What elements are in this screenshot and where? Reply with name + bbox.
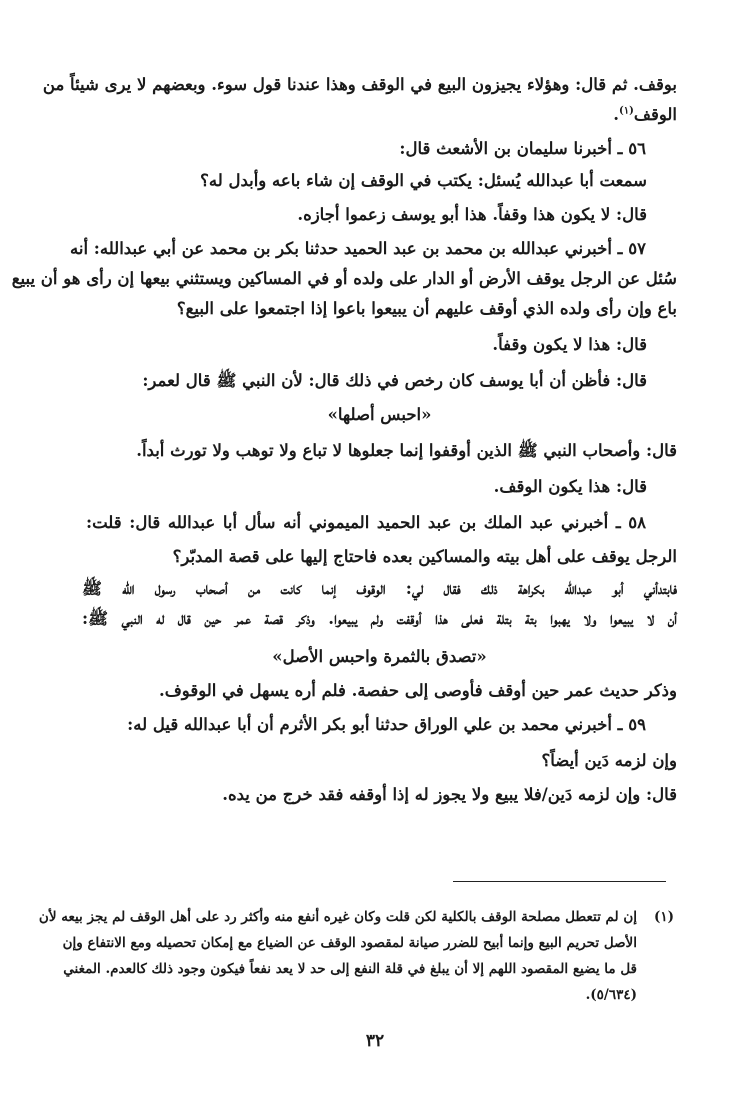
footnote-reference[interactable]: (١) [619,105,634,117]
text-line: سمعت أبا عبدالله يُسئل: يكتب في الوقف إن شاء باعه وأبدل له؟ [200,171,647,190]
footnote-line: (٥/٦٣٤). [585,987,637,1003]
hadith-heading-58: ٥٨ ـ أخبرني عبد الملك بن عبد الحميد الميموني أنه سأل أبا عبدالله قال: قلت: [86,513,646,532]
text-line: وإن لزمه دَين أيضاً؟ [541,751,677,770]
text-line: قال: هذا لا يكون وقفاً. [492,335,647,354]
hadith-heading-56: ٥٦ ـ أخبرنا سليمان بن الأشعث قال: [399,139,646,158]
footnote-line: الأصل تحريم البيع وإنما أبيح للضرر صيانة لمقصود الوقف عن الضياع مع إمكان تحصيله ومع الانتفاع وإن [62,935,637,951]
text-line: وذكر حديث عمر حين أوقف فأوصى إلى حفصة. فلم أره يسهل في الوقوف. [158,681,677,700]
text-line: الرجل يوقف على أهل بيته والمساكين بعده فاحتاج إليها على قصة المدبّر؟ [172,547,677,566]
text-line: فابتدأني أبو عبدالله بكراهة ذلك فقال لي: الوقوف إنما كانت من أصحاب رسول الله ﷺ [82,579,677,598]
text-line [82,100,677,130]
footnote-line: إن لم تتعطل مصلحة الوقف بالكلية لكن قلت وكان غيره أنفع منه وأكثر رد على أهل الوقف لم يجز بيعه لأن [38,909,637,925]
page-number: ٣٢ [365,1031,385,1051]
text-line: قال: وإن لزمه دَين/فلا يبيع ولا يجوز له إذا أوقفه فقد خرج من يده. [222,785,677,804]
footnote-separator [453,881,666,882]
quoted-hadith: «تصدق بالثمرة واحبس الأصل» [272,647,487,666]
quoted-hadith: «احبس أصلها» [327,405,432,424]
text-line: سُئل عن الرجل يوقف الأرض أو الدار على ولده أو في المساكين ويستثني بيعها إن رأى هو أن يبيع [11,269,677,288]
period: . [613,105,620,124]
footnote-marker: (١) [653,909,674,925]
hadith-heading-57: ٥٧ ـ أخبرني عبدالله بن محمد بن عبد الحميد حدثنا بكر بن محمد عن أبي عبدالله: أنه [70,239,646,258]
hadith-heading-59: ٥٩ ـ أخبرني محمد بن علي الوراق حدثنا أبو بكر الأثرم أن أبا عبدالله قيل له: [127,715,646,734]
text-line: أن لا يبيعوا ولا يهبوا بتة بتلة فعلى هذا أوقفت ولم يبيعوا. وذكر قصة عمر حين قال له النبي ﷺ: [82,609,677,628]
footnote-line: قل ما يضيع المقصود اللهم إلا أن يبلغ في قلة النفع إلى حد لا يعد نفعاً فيكون وجود ذلك كالعدم. المغني [63,961,637,977]
text-line: قال: هذا يكون الوقف. [493,477,647,496]
text-fragment: الوقف [633,105,677,124]
text-line: قال: وأصحاب النبي ﷺ الذين أوقفوا إنما جعلوها لا تباع ولا توهب ولا تورث أبداً. [136,441,677,460]
text-line: بوقف. ثم قال: وهؤلاء يجيزون البيع في الوقف وهذا عندنا قول سوء. وبعضهم لا يرى شيئاً من [42,75,677,94]
text-line: قال: لا يكون هذا وقفاً. هذا أبو يوسف زعموا أجازه. [297,205,647,224]
text-line: باع وإن رأى ولده الذي أوقف عليهم أن يبيعوا باعوا إذا اجتمعوا على البيع؟ [176,299,677,318]
text-line: قال: فأظن أن أبا يوسف كان رخص في ذلك قال: لأن النبي ﷺ قال لعمر: [142,371,647,390]
